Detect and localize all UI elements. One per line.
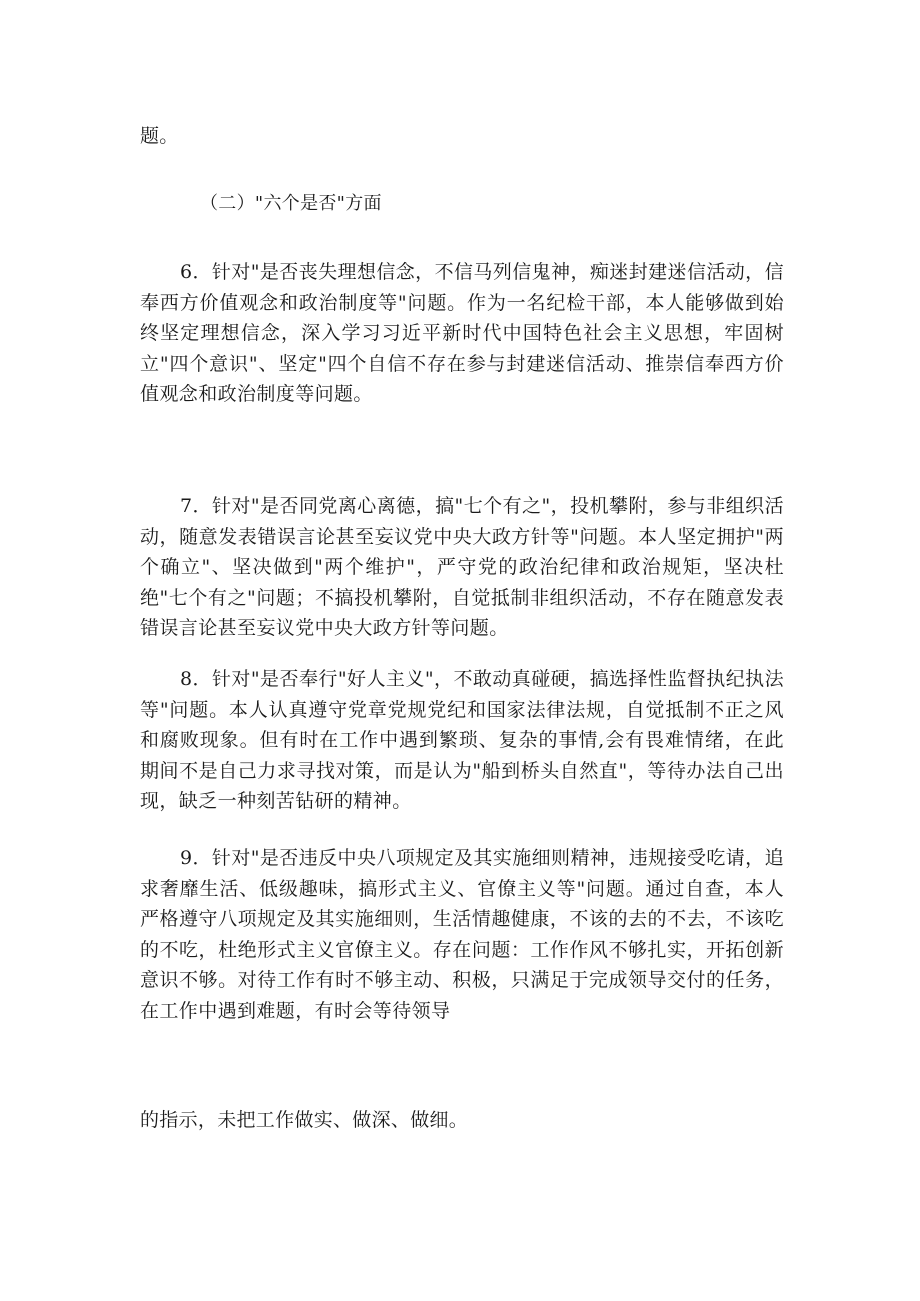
paragraph-item-8: 8．针对"是否奉行"好人主义"，不敢动真碰硬，搞选择性监督执纪执法等"问题。本人认真遵守党章党规党纪和国家法律法规，自觉抵制不正之风和腐败现象。但有时在工作中遇到繁琐、复杂的事情,会有畏难情绪，在此期间不是自己力求寻找对策，而是认为"船到桥头自然直"，等待办法自己出现，缺乏一种刻苦钻研的精神。 bbox=[140, 668, 784, 813]
paragraph-item-7: 7．针对"是否同党离心离德，搞"七个有之"，投机攀附，参与非组织活动，随意发表错误言论甚至妄议党中央大政方针等"问题。本人坚定拥护"两个确立"、坚决做到"两个维护"，严守党的政治纪律和政治规矩，坚决杜绝"七个有之"问题；不搞投机攀附，自觉抵制非组织活动，不存在随意发表错误言论甚至妄议党中央大政方针等问题。 bbox=[140, 495, 784, 640]
section-heading: （二）"六个是否"方面 bbox=[200, 193, 382, 214]
lead-fragment: 题。 bbox=[140, 125, 179, 147]
paragraph-item-9: 9．针对"是否违反中央八项规定及其实施细则精神，违规接受吃请，追求奢靡生活、低级趣味，搞形式主义、官僚主义等"问题。通过自查，本人严格遵守八项规定及其实施细则，生活情趣健康，不该的去的不去，不该吃的不吃，杜绝形式主义官僚主义。存在问题：工作作风不够扎实，开拓创新意识不够。对待工作有时不够主动、积极，只满足于完成领导交付的任务，在工作中遇到难题，有时会等待领导 bbox=[140, 847, 784, 1022]
paragraph-item-6: 6．针对"是否丧失理想信念，不信马列信鬼神，痴迷封建迷信活动，信奉西方价值观念和政治制度等"问题。作为一名纪检干部，本人能够做到始终坚定理想信念，深入学习习近平新时代中国特色社会主义思想，牢固树立"四个意识"、坚定"四个自信不存在参与封建迷信活动、推崇信奉西方价值观念和政治制度等问题。 bbox=[140, 261, 784, 406]
trailing-line: 的指示，未把工作做实、做深、做细。 bbox=[140, 1109, 469, 1131]
